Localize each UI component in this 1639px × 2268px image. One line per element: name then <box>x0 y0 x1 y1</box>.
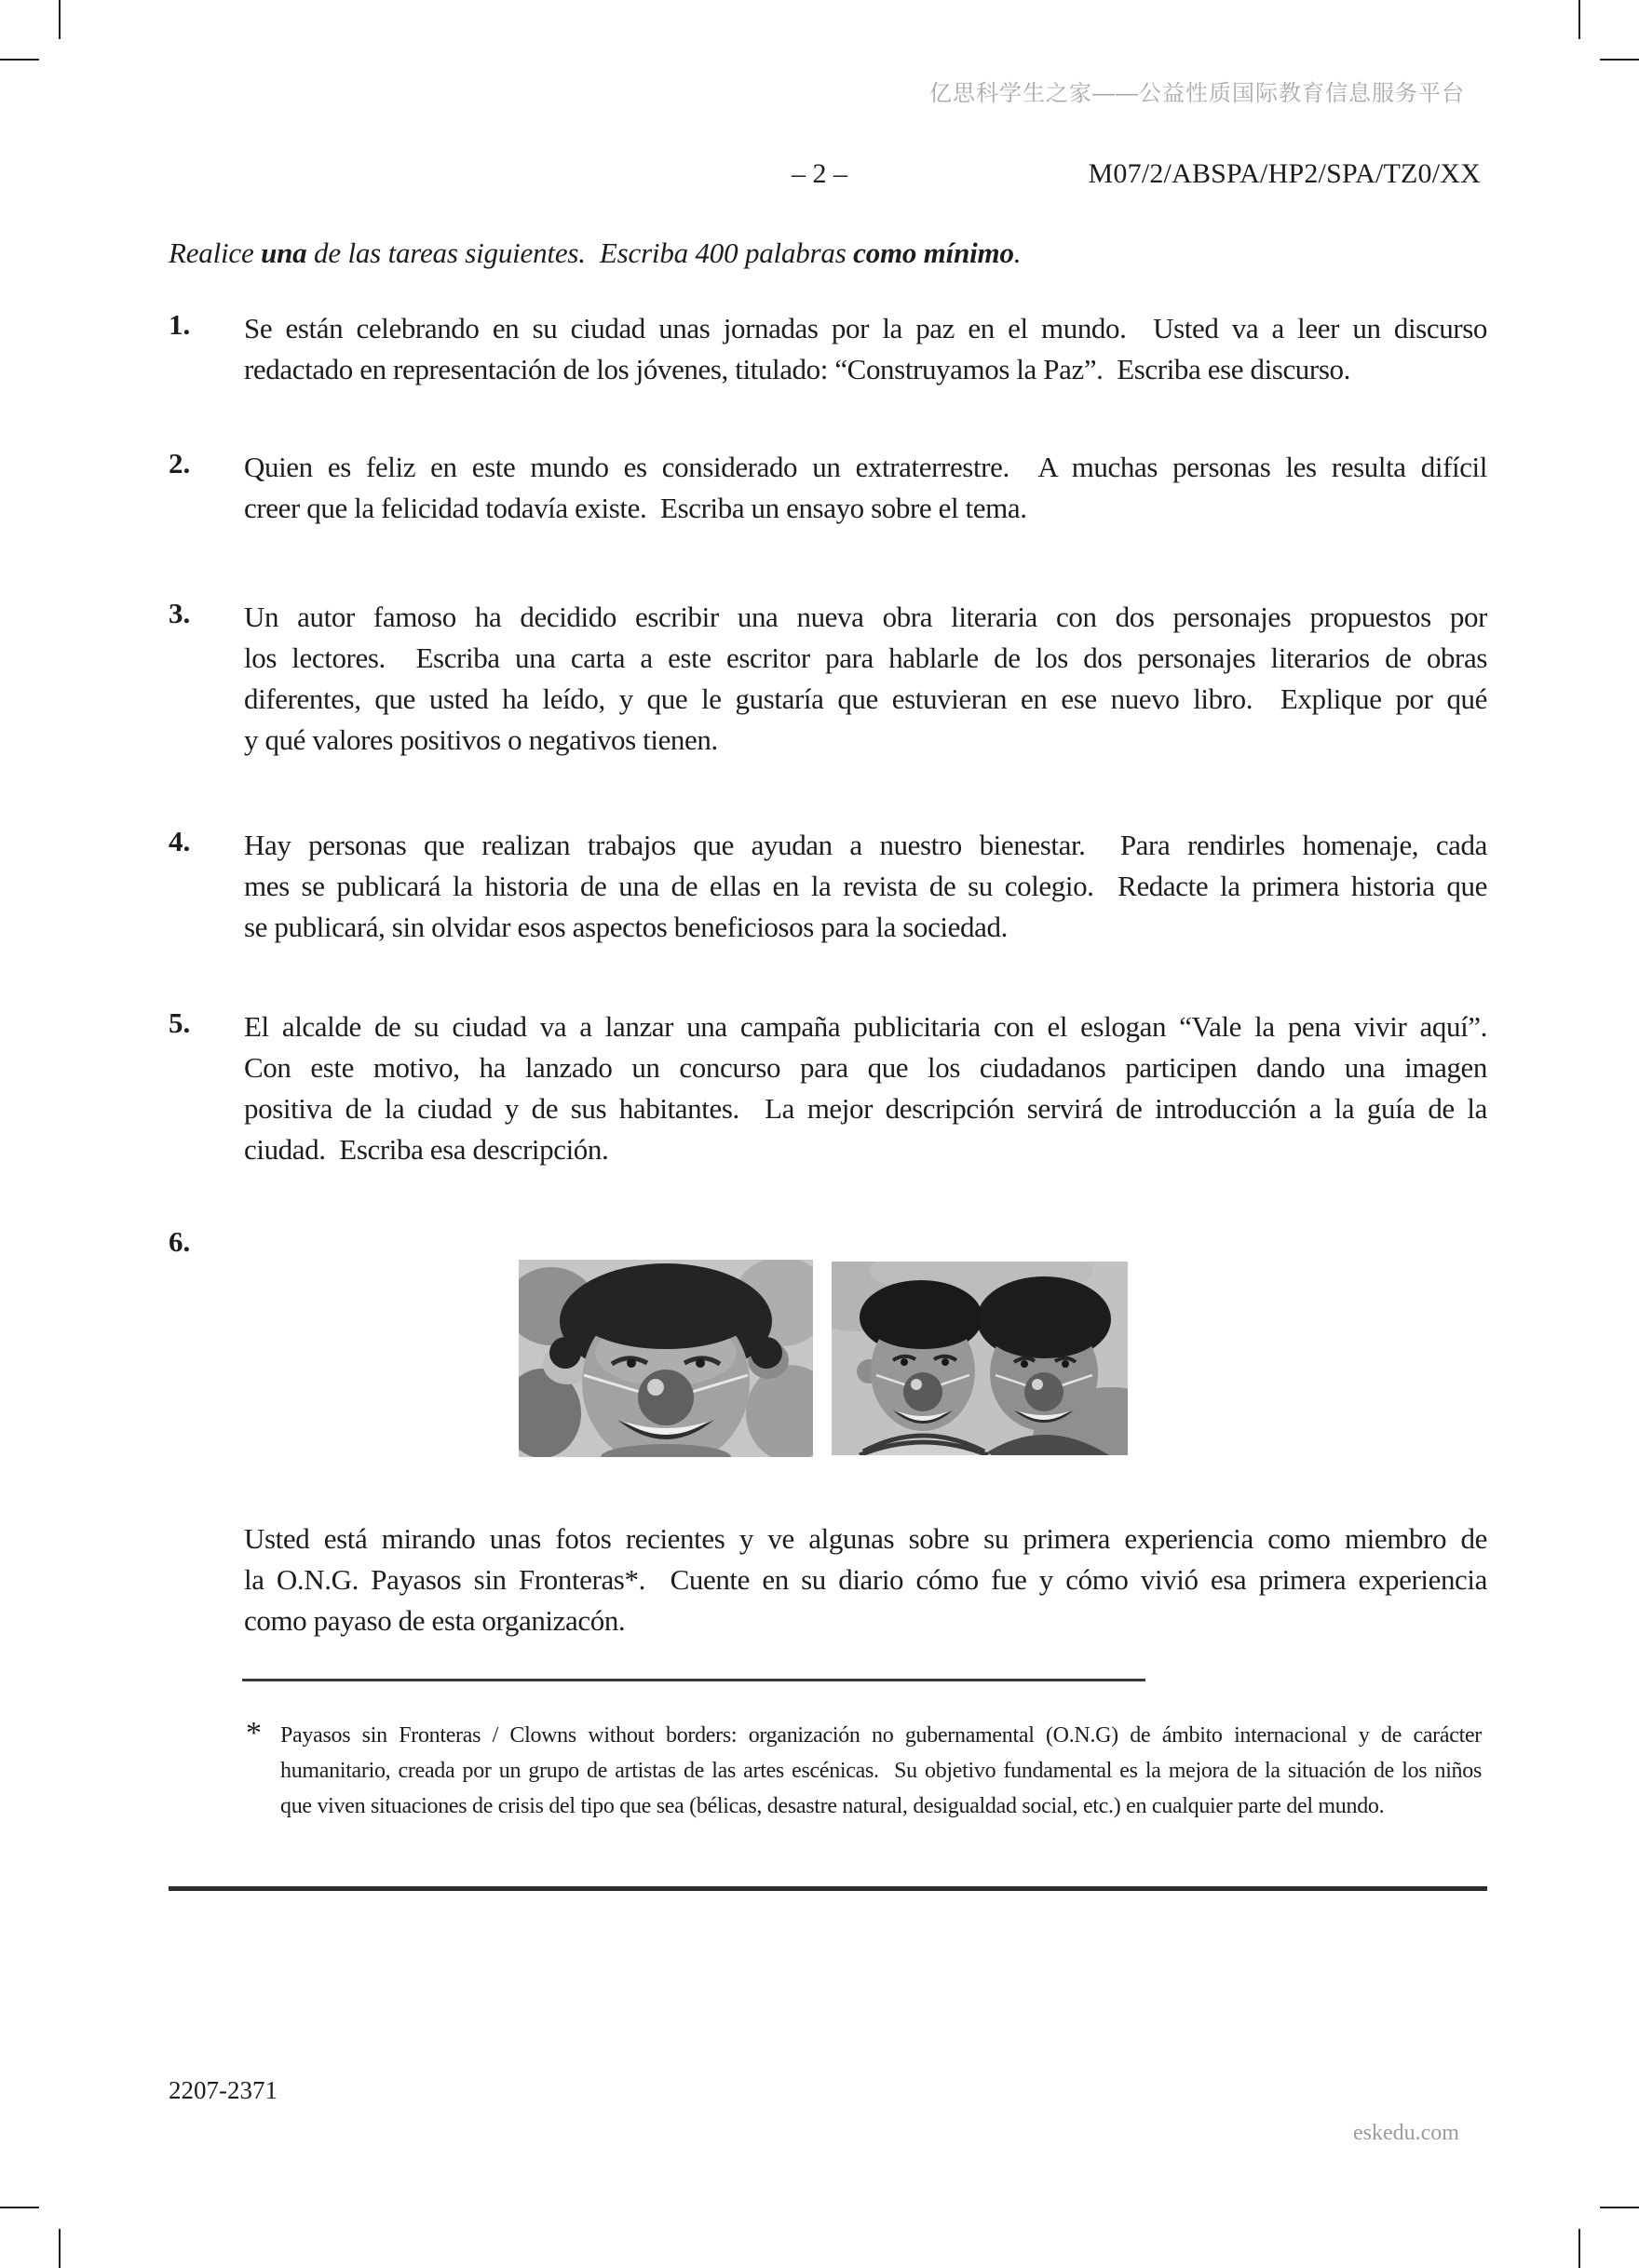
footnote-text: Payasos sin Fronteras / Clowns without borders: organización no gubernamental (O.N.G) de ámbito internacional y de carácter humanitario, creada por un grupo de artistas de las artes escénicas. Su objetivo fundamental es la mejora de la situación de los niños que viven situaciones de crisis del tipo que sea (bélicas, desastre natural, desigualdad social, etc.) en cualquier parte del mundo. <box>280 1723 1482 1818</box>
instruction-bold-una: una <box>261 236 307 269</box>
clown-photo-left <box>519 1260 813 1457</box>
crop-mark-bottom-left-vertical <box>59 2229 61 2268</box>
crop-mark-top-right-horizontal <box>1600 59 1639 61</box>
clown-photo-right <box>832 1262 1128 1455</box>
footnote-divider <box>242 1679 1145 1681</box>
clown-nose <box>638 1370 694 1425</box>
footer-paper-code: 2207-2371 <box>169 2076 278 2104</box>
task-1-number: 1. <box>169 308 191 341</box>
task-6-text: Usted está mirando unas fotos recientes y ve algunas sobre su primera experiencia como miembro de la O.N.G. Payasos sin Fronteras*. Cuente en su diario cómo fue y cómo vivió esa primera experiencia como payaso de esta organizacón. <box>244 1522 1487 1637</box>
task-1-text: Se están celebrando en su ciudad unas jornadas por la paz en el mundo. Usted va a leer un discurso redactado en representación de los jóvenes, titulado: “Construyamos la Paz”. Escriba ese discurso. <box>244 312 1487 385</box>
crop-mark-bottom-right-vertical <box>1578 2229 1580 2268</box>
crop-mark-top-left-vertical <box>59 0 61 39</box>
instruction-line <box>169 236 1021 270</box>
instruction-bold-como-minimo: como mínimo <box>853 236 1014 269</box>
bottom-rule <box>169 1886 1487 1891</box>
task-6-number: 6. <box>169 1225 191 1258</box>
footnote-asterisk: * <box>246 1716 262 1750</box>
watermark-text: 亿思科学生之家——公益性质国际教育信息服务平台 <box>929 81 1465 106</box>
page-number: – 2 – <box>792 158 847 189</box>
crop-mark-top-left-horizontal <box>0 59 39 61</box>
task-2-text: Quien es feliz en este mundo es considerado un extraterrestre. A muchas personas les resulta difícil creer que la felicidad todavía existe. Escriba un ensayo sobre el tema. <box>244 451 1487 524</box>
instruction-part1: Realice <box>169 236 262 269</box>
crop-mark-bottom-left-horizontal <box>0 2207 39 2208</box>
paper-code: M07/2/ABSPA/HP2/SPA/TZ0/XX <box>1088 158 1481 189</box>
task-2-number: 2. <box>169 447 191 479</box>
instruction-part3: . <box>1013 236 1022 269</box>
task-5-text: El alcalde de su ciudad va a lanzar una campaña publicitaria con el eslogan “Vale la pena vivir aquí”. Con este motivo, ha lanzado un concurso para que los ciudadanos participen dando una imagen positiva de la ciudad y de sus habitantes. La mejor descripción servirá de introducción a la guía de la ciudad. Escriba esa descripción. <box>244 1010 1487 1166</box>
instruction-part2: de las tareas siguientes. Escriba 400 palabras <box>306 236 854 269</box>
crop-mark-top-right-vertical <box>1578 0 1580 39</box>
task-4-number: 4. <box>169 825 191 857</box>
clown-nose <box>903 1372 942 1411</box>
crop-mark-bottom-right-horizontal <box>1600 2207 1639 2208</box>
task-3-number: 3. <box>169 597 191 629</box>
site-credit: eskedu.com <box>1353 2121 1459 2145</box>
task-3-text: Un autor famoso ha decidido escribir una nueva obra literaria con dos personajes propuestos por los lectores. Escriba una carta a este escritor para hablarle de los dos personajes literarios de obras diferentes, que usted ha leído, y que le gustaría que estuvieran en ese nuevo libro. Explique por qué y qué valores positivos o negativos tienen. <box>244 601 1487 756</box>
clown-nose <box>1024 1372 1063 1411</box>
task-5-number: 5. <box>169 1006 191 1039</box>
task-4-text: Hay personas que realizan trabajos que ayudan a nuestro bienestar. Para rendirles homenaje, cada mes se publicará la historia de una de ellas en la revista de su colegio. Redacte la primera historia que se publicará, sin olvidar esos aspectos beneficiosos para la sociedad. <box>244 829 1487 943</box>
